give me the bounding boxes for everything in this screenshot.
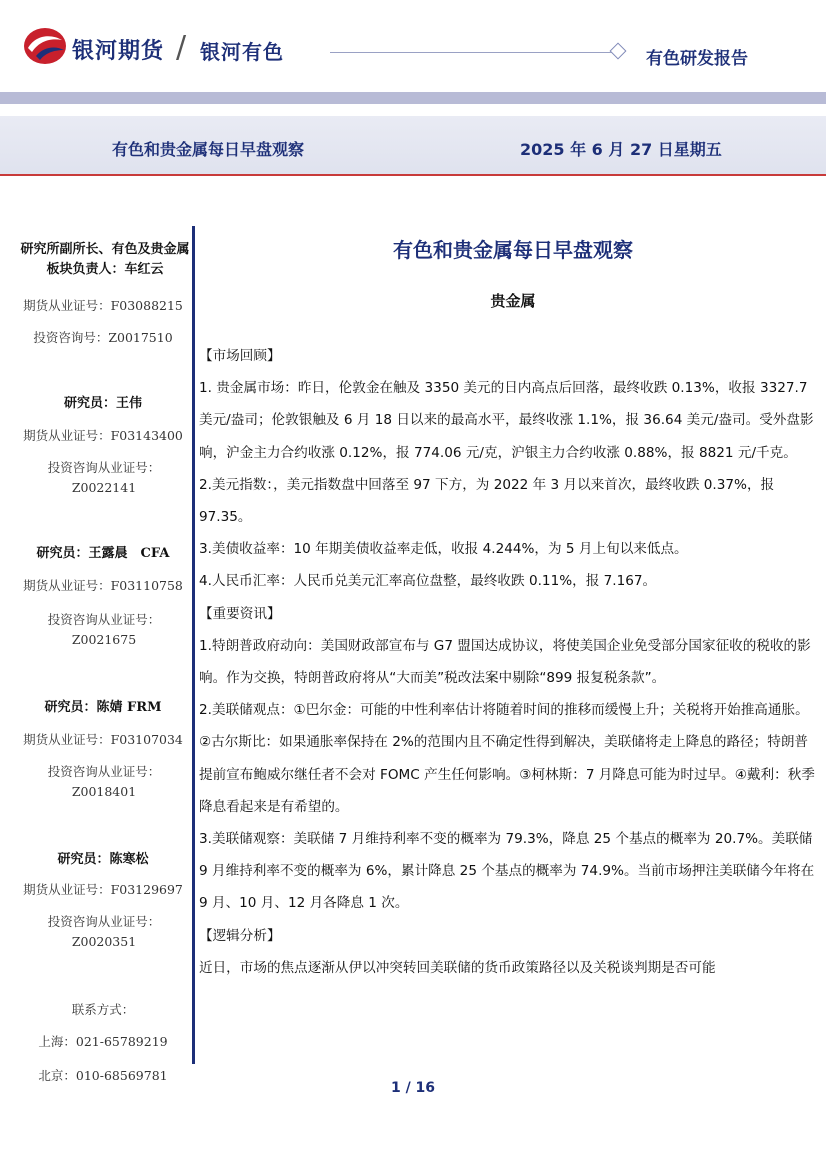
section-heading: 【逻辑分析】 [199,927,281,944]
section-heading: 【重要资讯】 [199,605,281,622]
paragraph: 4.人民币汇率：人民币兑美元汇率高位盘整，最终收跌 0.11%，报 7.167。 [199,573,657,590]
paragraph: 3.美债收益率：10 年期美债收益率走低，收报 4.244%，为 5 月上旬以来低点。 [199,541,688,558]
author-role: 研究员：王露晨 CFA [36,546,170,561]
brand-name: 银河期货 [72,39,165,64]
paragraph: 1.特朗普政府动向：美国财政部宣布与 G7 盟国达成协议，将使美国企业免受部分国家征收的税收的影响。作为交换，特朗普政府将从“大而美”税改法案中剔除“899 报复税条款”。 [199,637,811,687]
author-role: 研究员：陈寒松 [57,852,149,867]
paragraph: 3.美联储观察：美联储 7 月维持利率不变的概率为 79.3%，降息 25 个基点的概率为 20.7%。美联储 9 月维持利率不变的概率为 6%，累计降息 25 个基点的概率为 74.9%。当前市场押注美联储今年将在 9 月、10 月、12 月各降息 1 次。 [199,831,815,912]
contact-shanghai: 上海：021-65789219 [38,1034,168,1049]
paragraph: 2.美元指数：，美元指数盘中回落至 97 下方，为 2022 年 3 月以来首次，最终收跌 0.37%，报 97.35。 [199,476,775,526]
galaxy-logo-icon [22,26,68,66]
paragraph: 近日，市场的焦点逐渐从伊以冲突转回美联储的货币政策路径以及关税谈判期是否可能 [199,959,716,976]
author-role: 研究员：陈婧 FRM [44,700,162,715]
author-advisory: 投资咨询号：Z0017510 [33,330,173,345]
document-title: 有色和贵金属每日早盘观察 [393,238,633,262]
author-license: 期货从业证号：F03129697 [23,882,183,897]
author-license: 期货从业证号：F03143400 [23,428,183,443]
author-role: 研究员：王伟 [63,396,142,411]
author-license: 期货从业证号：F03088215 [23,298,183,313]
author-role: 研究所副所长、有色及贵金属板块负责人：车红云 [20,242,190,277]
author-license: 期货从业证号：F03107034 [23,732,183,747]
page-number: 1 / 16 [390,1080,436,1096]
diamond-icon [610,43,627,60]
paragraph: 2.美联储观点：①巴尔金：可能的中性利率估计将随着时间的推移而缓慢上升；关税将开始推高通胀。②古尔斯比：如果通胀率保持在 2%的范围内且不确定性得到解决，美联储将走上降息的路径；特朗普提前宣布鲍威尔继任者不会对 FOMC 产生任何影响。③柯林斯：7 月降息可能为时过早。④戴利：秋季降息看起来是有希望的。 [199,702,815,815]
contact-label: 联系方式： [71,1002,135,1017]
header-rule [330,52,616,53]
contact-beijing: 北京：010-68569781 [38,1068,168,1083]
section-heading: 【市场回顾】 [199,348,281,364]
paragraph: 1. 贵金属市场：昨日，伦敦金在触及 3350 美元的日内高点后回落，最终收跌 0.13%，收报 3327.7 美元/盎司；伦敦银触及 6 月 18 日以来的最高水平，最终收涨 1.1%，报 36.64 美元/盎司。受外盘影响，沪金主力合约收涨 0.12%，报 774.06 元/克，沪银主力合约收涨 0.88%，报 8821 元/千克。 [199,380,814,461]
brand-divider: / [176,30,187,65]
author-advisory: 投资咨询从业证号：Z0020351 [47,914,161,949]
sidebar-divider [192,226,195,1064]
banner-underline [0,174,826,176]
report-type: 有色研发报告 [646,49,748,69]
banner-date: 2025 年 6 月 27 日星期五 [520,140,722,159]
author-advisory: 投资咨询从业证号：Z0018401 [47,764,161,799]
author-license: 期货从业证号：F03110758 [23,578,183,593]
author-advisory: 投资咨询从业证号：Z0021675 [47,612,161,647]
author-advisory: 投资咨询从业证号：Z0022141 [47,460,161,495]
header-band-top [0,92,826,104]
banner-title: 有色和贵金属每日早盘观察 [112,140,305,159]
report-body [199,340,819,984]
section-title: 贵金属 [490,292,536,310]
sub-brand-name: 银河有色 [200,40,284,64]
